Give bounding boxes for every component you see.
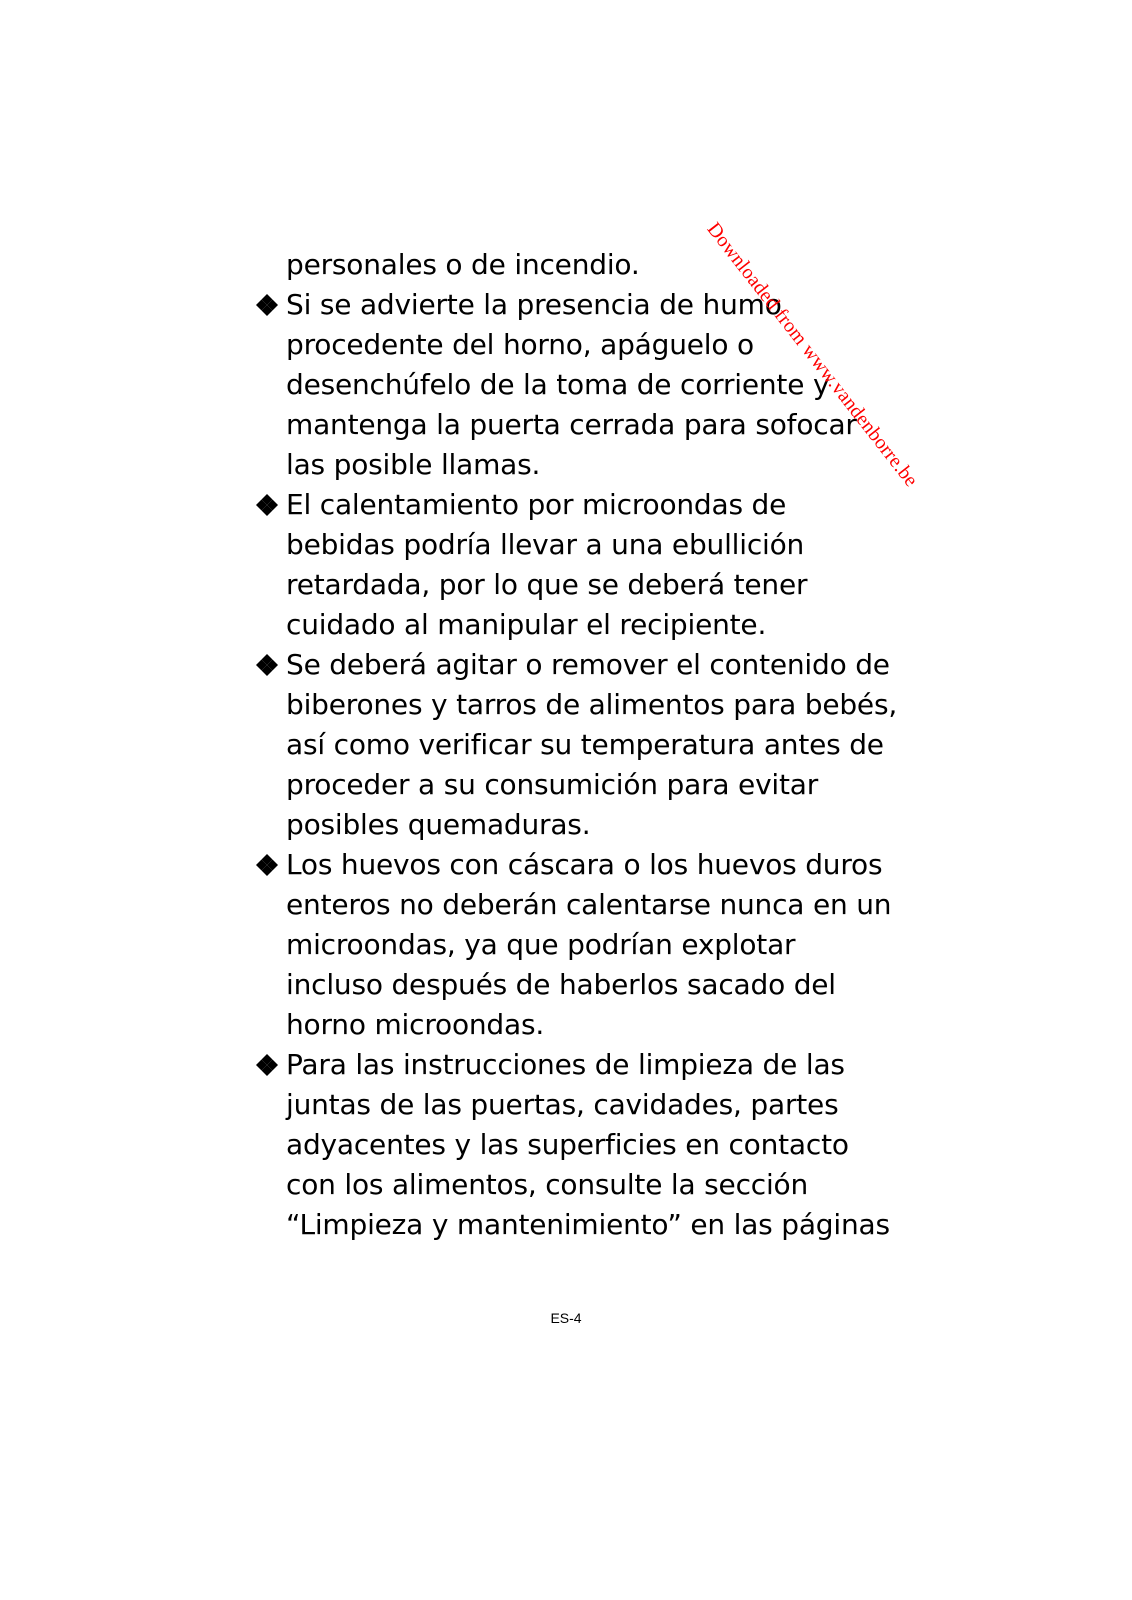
intro-continuation-line: personales o de incendio. [286,248,640,281]
list-item-line: microondas, ya que podrían explotar [286,928,796,961]
list-item-line: Para las instrucciones de limpieza de las [286,1048,845,1081]
list-item-line: Si se advierte la presencia de humo [286,288,782,321]
list-item-line: las posible llamas. [286,448,541,481]
list-item-line: incluso después de haberlos sacado del [286,968,836,1001]
list-item-line: enteros no deberán calentarse nunca en un [286,888,892,921]
list-item-line: juntas de las puertas, cavidades, partes [286,1088,839,1121]
list-item-line: así como verificar su temperatura antes de [286,728,884,761]
list-item-line: procedente del horno, apáguelo o [286,328,754,361]
four-diamond-ornament-icon [256,845,284,885]
four-diamond-ornament-icon [256,645,284,685]
page-number: ES-4 [550,1310,582,1326]
list-item-line: Los huevos con cáscara o los huevos duros [286,848,883,881]
list-item-line: cuidado al manipular el recipiente. [286,608,767,641]
list-item-line: biberones y tarros de alimentos para bebés, [286,688,898,721]
list-item-line: retardada, por lo que se deberá tener [286,568,808,601]
list-item-line: horno microondas. [286,1008,545,1041]
four-diamond-ornament-icon [256,485,284,525]
four-diamond-ornament-icon [256,1045,284,1085]
list-item-line: “Limpieza y mantenimiento” en las páginas [286,1208,890,1241]
four-diamond-ornament-icon [256,285,284,325]
list-item-line: proceder a su consumición para evitar [286,768,819,801]
list-item-line: mantenga la puerta cerrada para sofocar [286,408,857,441]
list-item-line: bebidas podría llevar a una ebullición [286,528,805,561]
watermark: Downloaded from www.vandenborre.be [702,218,923,491]
list-item-line: El calentamiento por microondas de [286,488,787,521]
list-item-line: con los alimentos, consulte la sección [286,1168,809,1201]
list-item-line: desenchúfelo de la toma de corriente y [286,368,830,401]
list-item-line: Se deberá agitar o remover el contenido de [286,648,890,681]
list-item-line: posibles quemaduras. [286,808,591,841]
list-item-line: adyacentes y las superficies en contacto [286,1128,849,1161]
